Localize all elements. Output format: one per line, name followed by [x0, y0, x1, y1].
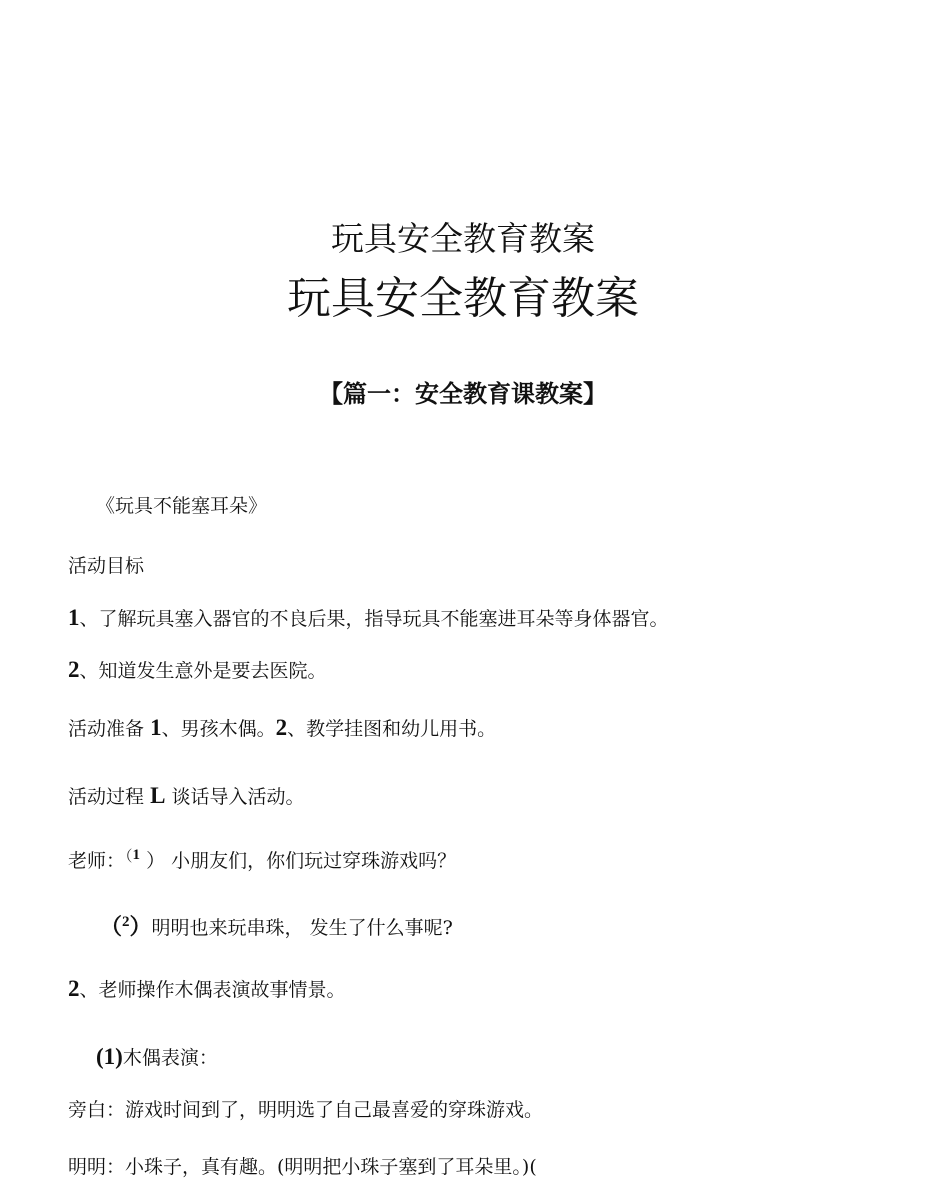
teacher-q1-number: 1 — [132, 847, 141, 863]
teacher-q2-text: 明明也来玩串珠， 发生了什么事呢? — [151, 917, 453, 939]
step-2-line — [68, 975, 346, 1002]
prep-2-number: 2 — [275, 715, 288, 740]
puppet-text: 木偶表演： — [122, 1047, 218, 1069]
teacher-question-2 — [100, 910, 453, 941]
prep-1-text: 、男孩木偶。 — [161, 718, 276, 740]
prep-1-number: 1 — [150, 715, 162, 740]
prep-label: 活动准备 — [68, 718, 145, 740]
step-2-number: 2 — [68, 976, 80, 1001]
process-number: L — [150, 783, 166, 808]
narration-line: 旁白：游戏时间到了，明明选了自己最喜爱的穿珠游戏。 — [68, 1099, 544, 1121]
document-title-large: 玩具安全教育教案 — [287, 273, 639, 324]
step-2-text: 、老师操作木偶表演故事情景。 — [79, 979, 346, 1001]
teacher-label: 老师： — [68, 850, 126, 872]
goal-item-1 — [68, 604, 669, 631]
puppet-number: (1) — [96, 1044, 123, 1069]
teacher-question-1 — [68, 846, 456, 873]
lesson-title: 《玩具不能塞耳朵》 — [96, 495, 268, 517]
document-title-small: 玩具安全教育教案 — [331, 219, 595, 258]
goal-1-number: 1 — [68, 605, 80, 630]
process-text: 谈话导入活动。 — [165, 786, 305, 808]
teacher-q1-open: （ — [125, 849, 133, 865]
teacher-q2-number: 2 — [122, 914, 130, 930]
section-heading: 【篇一：安全教育课教案】 — [319, 380, 607, 408]
goal-1-text: 、了解玩具塞入器官的不良后果，指导玩具不能塞进耳朵等身体器官。 — [79, 608, 669, 630]
goal-2-text: 、知道发生意外是要去医院。 — [79, 660, 327, 682]
process-line — [68, 782, 304, 809]
goal-item-2 — [68, 656, 327, 683]
prep-2-text: 、教学挂图和幼儿用书。 — [287, 718, 497, 740]
teacher-q1-close: ） — [140, 850, 166, 872]
teacher-q1-text: 小朋友们，你们玩过穿珠游戏吗？ — [165, 850, 457, 872]
puppet-show-line — [96, 1043, 218, 1070]
teacher-q2-open: （ — [100, 914, 123, 939]
goal-2-number: 2 — [68, 657, 80, 682]
prep-line — [68, 714, 496, 741]
goals-label: 活动目标 — [68, 555, 145, 577]
teacher-q2-close: ） — [129, 914, 152, 939]
process-label: 活动过程 — [68, 786, 145, 808]
mingming-line: 明明：小珠子，真有趣。(明明把小珠子塞到了耳朵里。)( — [68, 1156, 537, 1178]
